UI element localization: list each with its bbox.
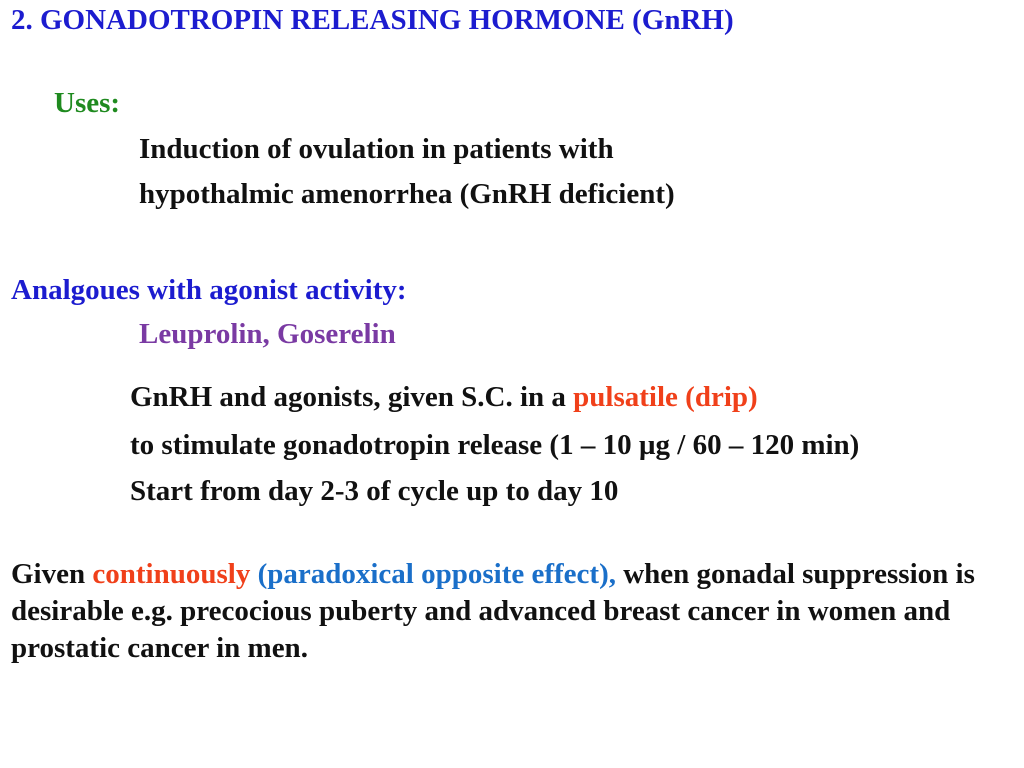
pulsatile-line-1-prefix: GnRH and agonists, given S.C. in a [130, 381, 574, 413]
uses-line-1: Induction of ovulation in patients with [139, 133, 614, 165]
continuous-paragraph [11, 556, 1016, 667]
uses-heading: Uses: [54, 87, 121, 119]
pulsatile-line-1 [130, 381, 758, 414]
slide-title: 2. GONADOTROPIN RELEASING HORMONE (GnRH) [11, 4, 734, 36]
uses-line-2: hypothalmic amenorrhea (GnRH deficient) [139, 178, 675, 210]
pulsatile-line-3: Start from day 2-3 of cycle up to day 10 [130, 475, 619, 507]
analogues-heading: Analgoues with agonist activity: [11, 274, 407, 306]
continuous-prefix: Given [11, 558, 93, 590]
analogues-drugs: Leuprolin, Goserelin [139, 318, 396, 350]
pulsatile-highlight: pulsatile (drip) [573, 381, 758, 413]
continuous-highlight-red: continuously [92, 558, 251, 590]
pulsatile-line-2: to stimulate gonadotropin release (1 – 10 µg / 60 – 120 min) [130, 429, 860, 461]
continuous-suffix: when gonadal suppression is desirable e.g. precocious puberty and advanced breast cancer in women and prostatic cancer in men. [11, 558, 975, 664]
continuous-highlight-blue: (paradoxical opposite effect), [250, 558, 616, 590]
